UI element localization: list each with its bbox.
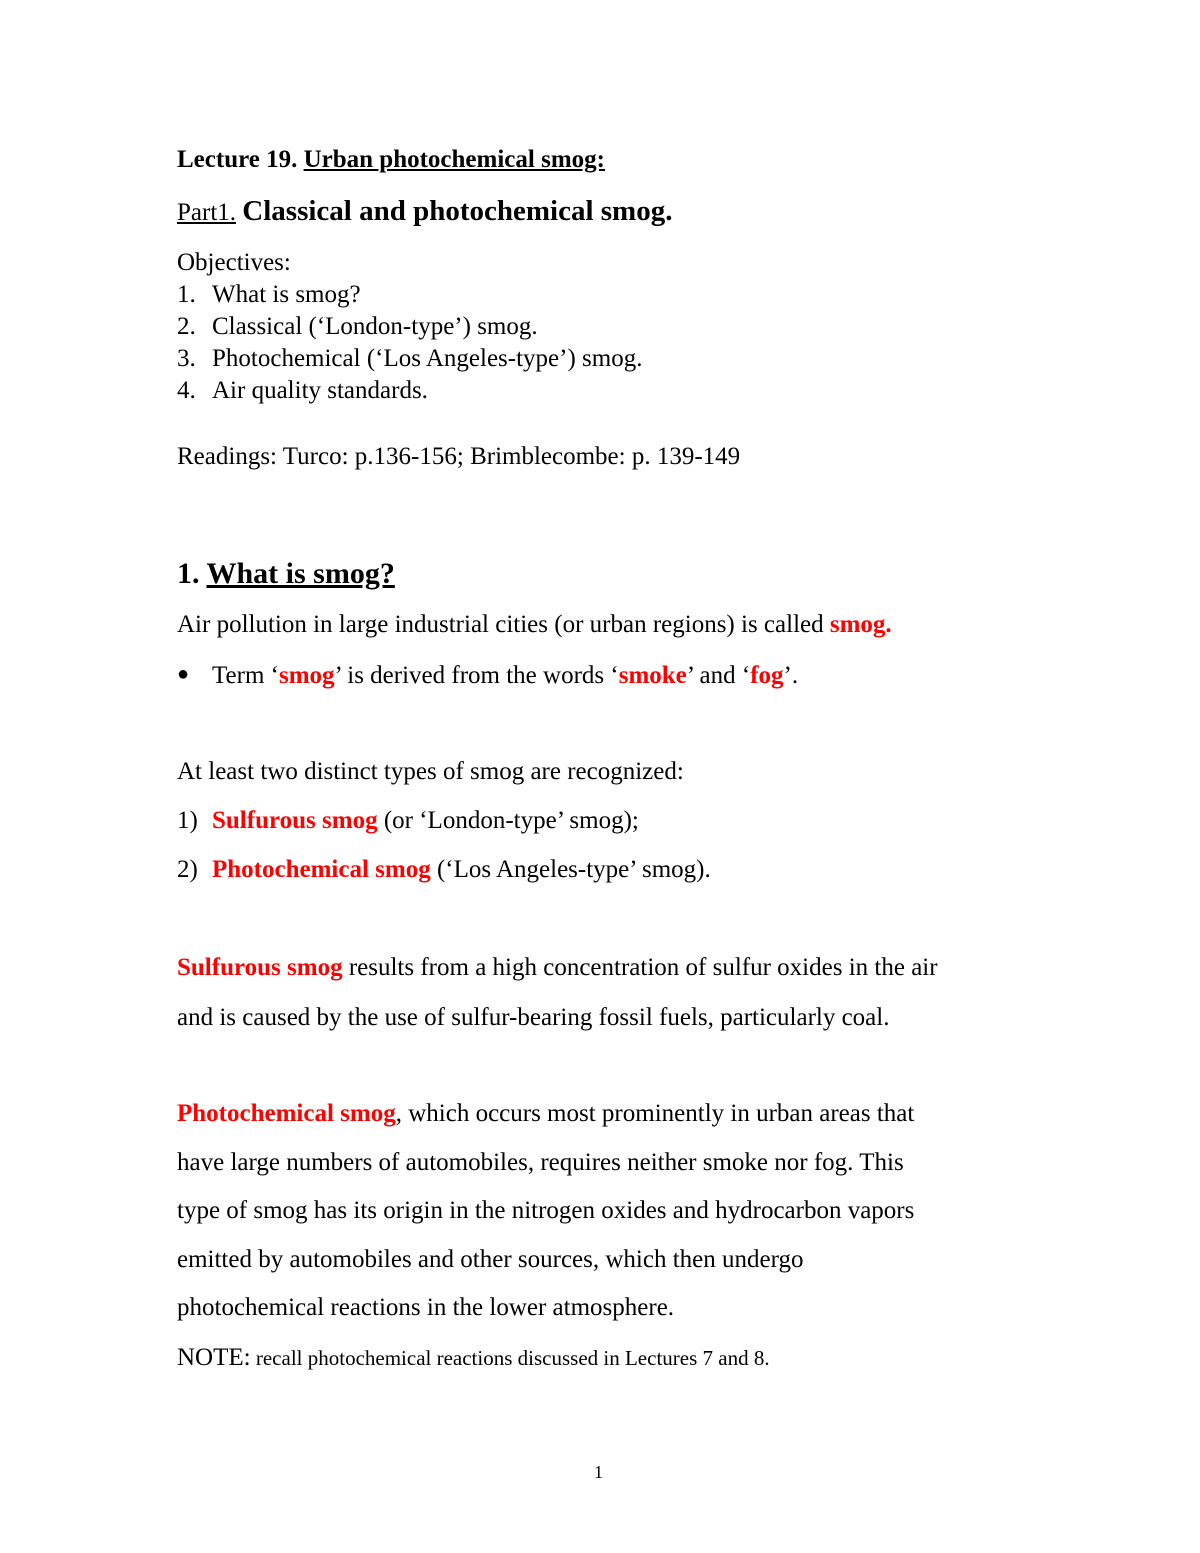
sulfurous-paragraph-line: and is caused by the use of sulfur-bearing fossil fuels, particularly coal. — [177, 1004, 890, 1031]
photochemical-paragraph: Photochemical smog, which occurs most prominently in urban areas that — [177, 1100, 915, 1127]
photochemical-paragraph-line: have large numbers of automobiles, requires neither smoke nor fog. This — [177, 1149, 904, 1176]
note: NOTE: recall photochemical reactions discussed in Lectures 7 and 8. — [177, 1344, 770, 1371]
photochemical-paragraph-line: photochemical reactions in the lower atmosphere. — [177, 1294, 675, 1321]
objective-item: 3. Photochemical (‘Los Angeles-type’) smog. — [177, 345, 643, 372]
objective-item: 2. Classical (‘London-type’) smog. — [177, 313, 538, 340]
types-intro: At least two distinct types of smog are recognized: — [177, 758, 684, 785]
bullet-item: ● Term ‘smog’ is derived from the words ‘smoke’ and ‘fog’. — [177, 662, 799, 689]
photochemical-paragraph-line: type of smog has its origin in the nitrogen oxides and hydrocarbon vapors — [177, 1197, 915, 1224]
smog-definition: Air pollution in large industrial cities (or urban regions) is called smog. — [177, 611, 892, 638]
objective-item: 1. What is smog? — [177, 281, 361, 308]
photochemical-paragraph-line: emitted by automobiles and other sources, which then undergo — [177, 1246, 804, 1273]
readings: Readings: Turco: p.136-156; Brimblecombe: p. 139-149 — [177, 443, 741, 470]
part-heading: Part1. Classical and photochemical smog. — [177, 195, 673, 227]
smog-type-item: 2) Photochemical smog (‘Los Angeles-type’ smog). — [177, 856, 711, 883]
section-heading: 1. What is smog? — [177, 557, 395, 590]
lecture-title: Urban photochemical smog: — [303, 146, 605, 173]
bullet-icon: ● — [177, 663, 190, 685]
lecture-heading: Lecture 19. Urban photochemical smog: — [177, 146, 605, 173]
sulfurous-paragraph: Sulfurous smog results from a high concentration of sulfur oxides in the air — [177, 954, 938, 981]
part-title: Classical and photochemical smog. — [242, 195, 673, 227]
objectives-label: Objectives: — [177, 249, 291, 276]
objective-item: 4. Air quality standards. — [177, 377, 428, 404]
smog-type-item: 1) Sulfurous smog (or ‘London-type’ smog); — [177, 807, 639, 834]
page-number: 1 — [594, 1462, 603, 1482]
